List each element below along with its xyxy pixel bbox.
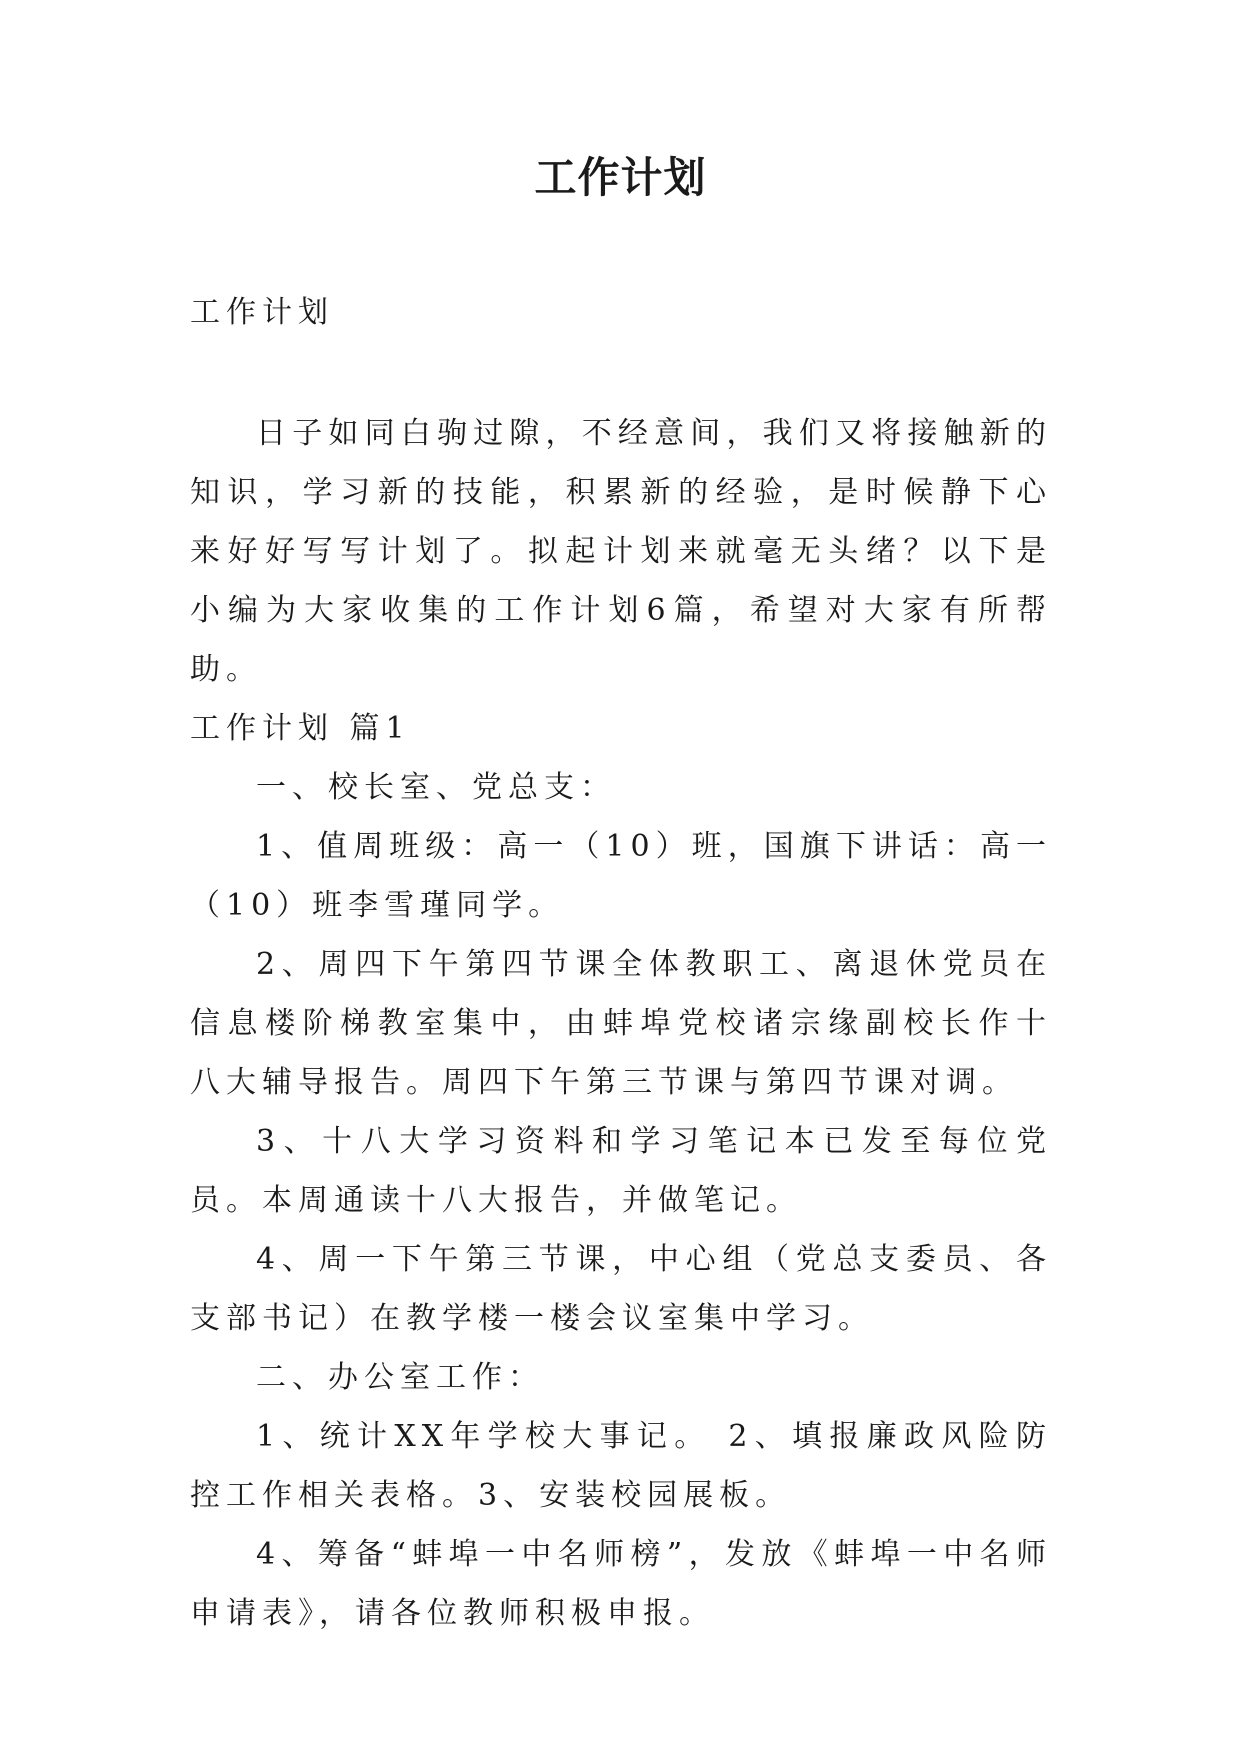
document-body	[190, 404, 1052, 1643]
section-heading: 工作计划 篇1	[190, 711, 411, 746]
list-item: 1、统计XX年学校大事记。 2、填报廉政风险防控工作相关表格。3、安装校园展板。	[190, 1419, 1052, 1513]
document-title: 工作计划	[534, 153, 707, 202]
subsection-heading: 一、校长室、党总支：	[256, 770, 616, 805]
list-item: 2、周四下午第四节课全体教职工、离退休党员在信息楼阶梯教室集中，由蚌埠党校诸宗缘副校长作十八大辅导报告。周四下午第三节课与第四节课对调。	[190, 947, 1052, 1100]
list-item: 3、十八大学习资料和学习笔记本已发至每位党员。本周通读十八大报告，并做笔记。	[190, 1124, 1052, 1218]
list-item: 4、筹备“蚌埠一中名师榜”，发放《蚌埠一中名师申请表》，请各位教师积极申报。	[190, 1537, 1052, 1631]
document-subtitle: 工作计划	[190, 295, 334, 330]
intro-paragraph: 日子如同白驹过隙，不经意间，我们又将接触新的知识，学习新的技能，积累新的经验，是时候静下心来好好写写计划了。拟起计划来就毫无头绪？以下是小编为大家收集的工作计划6篇，希望对大家有所帮助。	[190, 416, 1052, 687]
list-item: 1、值周班级：高一（10）班，国旗下讲话：高一（10）班李雪瑾同学。	[190, 829, 1052, 923]
subsection-heading: 二、办公室工作：	[256, 1360, 544, 1395]
list-item: 4、周一下午第三节课，中心组（党总支委员、各支部书记）在教学楼一楼会议室集中学习。	[190, 1242, 1052, 1336]
